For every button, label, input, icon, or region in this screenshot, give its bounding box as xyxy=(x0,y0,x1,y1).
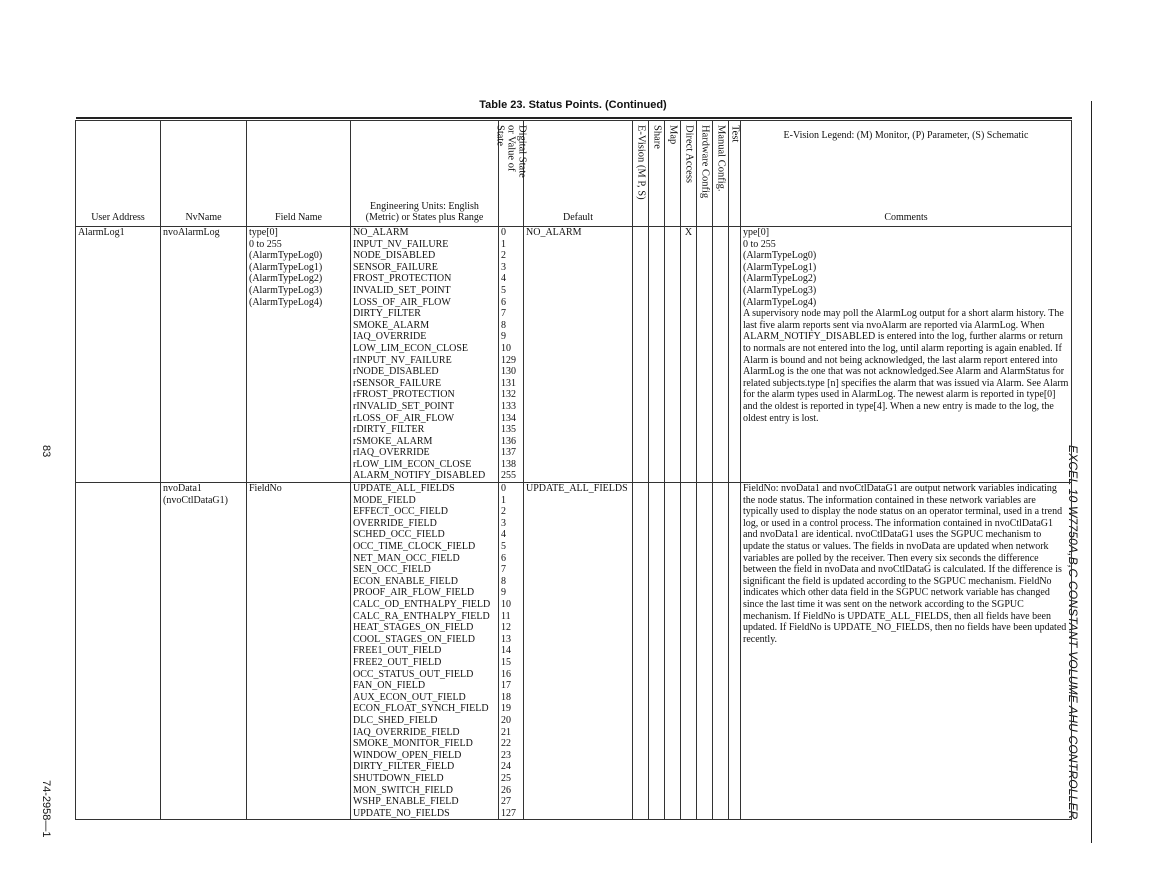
cell-values-line: 13 xyxy=(501,633,511,645)
table-row xyxy=(76,227,1072,483)
cell-values-line: 9 xyxy=(501,331,506,343)
header-manual-config-label: Manual Config. xyxy=(715,125,726,192)
cell-values-line: 133 xyxy=(501,400,516,412)
cell-states-line: COOL_STAGES_ON_FIELD xyxy=(353,633,475,645)
cell-states-line: AUX_ECON_OUT_FIELD xyxy=(353,691,466,703)
cell-comments xyxy=(741,227,1072,483)
cell-states-line: FREE1_OUT_FIELD xyxy=(353,645,442,657)
header-hardware-config xyxy=(697,121,713,227)
cell-hardware-config xyxy=(697,483,713,820)
cell-values-line: 4 xyxy=(501,529,506,541)
cell-nvname-line: (nvoCtlDataG1) xyxy=(163,494,228,506)
cell-states-line: SCHED_OCC_FIELD xyxy=(353,529,445,541)
header-nvname: NvName xyxy=(161,121,247,227)
document-number: 74-2958—1 xyxy=(40,780,52,838)
status-points-table xyxy=(75,117,1072,820)
cell-values-line: 138 xyxy=(501,458,516,470)
cell-states-line: rSMOKE_ALARM xyxy=(353,435,433,447)
cell-states-line: DIRTY_FILTER xyxy=(353,308,421,320)
header-digital-state-label: Digital State or Value of State xyxy=(494,125,528,178)
cell-states-line: FREE2_OUT_FIELD xyxy=(353,656,442,668)
cell-comments-line: (AlarmTypeLog3) xyxy=(743,284,817,296)
cell-states-line: OVERRIDE_FIELD xyxy=(353,517,437,529)
cell-field-name-line: (AlarmTypeLog2) xyxy=(249,273,323,285)
cell-states-line: OCC_TIME_CLOCK_FIELD xyxy=(353,541,476,553)
cell-direct-access: X xyxy=(681,227,697,483)
cell-values xyxy=(499,227,524,483)
cell-comments-line: (AlarmTypeLog0) xyxy=(743,250,817,262)
cell-values-line: 5 xyxy=(501,541,506,553)
cell-hardware-config xyxy=(697,227,713,483)
cell-values-line: 0 xyxy=(501,483,506,495)
cell-values-line: 2 xyxy=(501,506,506,518)
cell-values-line: 136 xyxy=(501,435,516,447)
cell-manual-config xyxy=(713,227,729,483)
cell-user-address xyxy=(76,483,161,820)
cell-field-name-line: type[0] xyxy=(249,227,278,238)
cell-evision xyxy=(633,483,649,820)
cell-states-line: SMOKE_MONITOR_FIELD xyxy=(353,738,473,750)
cell-comments-line: 0 to 255 xyxy=(743,238,776,250)
cell-values-line: 15 xyxy=(501,656,511,668)
cell-states-line: CALC_RA_ENTHALPY_FIELD xyxy=(353,610,490,622)
cell-manual-config xyxy=(713,483,729,820)
cell-values-line: 10 xyxy=(501,342,511,354)
cell-field-name-line: (AlarmTypeLog3) xyxy=(249,284,323,296)
header-digital-state xyxy=(494,121,528,227)
cell-states-line: OCC_STATUS_OUT_FIELD xyxy=(353,668,474,680)
cell-states-line: DIRTY_FILTER_FIELD xyxy=(353,761,455,773)
cell-states-line: NODE_DISABLED xyxy=(353,250,436,262)
cell-comments-line: A supervisory node may poll the AlarmLog output for a short alarm history. The last five alarm reports sent via nvoAlarm are reported via AlarmLog. When ALARM_NOTIFY_DISABLED is entered into the log, further alarms or return to normals are not entered into the log, until alarm reporting is again enabled. If Alarm is bound and not being acknowledged, the last alarm report entered into AlarmLog is the one that was not acknowledged.See Alarm and AlarmStatus for related subjects.type [n] specifies the alarm that was issued via Alarm. See Alarm for the alarm types used in AlarmLog. The newest alarm is reported in type[0] and the oldest is reported in type[4]. When a new entry is made to the log, the oldest entry is lost. xyxy=(743,308,1069,424)
cell-values-line: 22 xyxy=(501,738,511,750)
cell-states-line: MON_SWITCH_FIELD xyxy=(353,784,453,796)
cell-field-name-line: FieldNo xyxy=(249,483,282,495)
cell-states-line: IAQ_OVERRIDE_FIELD xyxy=(353,726,460,738)
cell-states-line: rFROST_PROTECTION xyxy=(353,389,455,401)
header-evision-label: E-Vision (M P, S) xyxy=(635,125,646,200)
cell-states-line: ECON_FLOAT_SYNCH_FIELD xyxy=(353,703,489,715)
cell-values-line: 16 xyxy=(501,668,511,680)
cell-states-line: FAN_ON_FIELD xyxy=(353,680,426,692)
cell-states-line: UPDATE_ALL_FIELDS xyxy=(353,483,455,495)
cell-values-line: 3 xyxy=(501,261,506,273)
cell-values-line: 129 xyxy=(501,354,516,366)
header-user-address: User Address xyxy=(76,121,161,227)
cell-values-line: 132 xyxy=(501,389,516,401)
header-engineering-units: Engineering Units: English (Metric) or States plus Range xyxy=(351,121,499,227)
cell-comments xyxy=(741,483,1072,820)
cell-states-line: DLC_SHED_FIELD xyxy=(353,714,438,726)
header-test xyxy=(729,121,741,227)
cell-values-line: 12 xyxy=(501,622,511,634)
cell-states-line: ALARM_NOTIFY_DISABLED xyxy=(353,470,486,482)
cell-values-line: 23 xyxy=(501,749,511,761)
cell-values-line: 10 xyxy=(501,599,511,610)
header-share xyxy=(649,121,665,227)
cell-values-line: 135 xyxy=(501,424,516,436)
cell-default: UPDATE_ALL_FIELDS xyxy=(524,483,633,820)
cell-states-line: MODE_FIELD xyxy=(353,494,416,506)
cell-comments-line: (AlarmTypeLog1) xyxy=(743,261,817,273)
cell-states-line: rSENSOR_FAILURE xyxy=(353,377,442,389)
cell-values-line: 134 xyxy=(501,412,516,424)
cell-values-line: 8 xyxy=(501,319,506,331)
cell-comments-line: FieldNo: nvoData1 and nvoCtlDataG1 are output network variables indicating the node status. The information contained in these network variables are typically used to display the node status on an operator terminal, used in a trend log, or used in a control process. The information contained in nvoCtlDataG1 and nvoData1 are identical. nvoCtlDataG1 uses the SGPUC mechanism to update the status or values. The fields in nvoData are updated when network variables are polled by the receiver. Then every six seconds the difference between the field in nvoData and nvoCtlDataG is calculated. If the difference is significant the field is updated according to the SGPUC mechanism. FieldNo indicates which other data field in the SGPUC network variable has changed since the last time it was sent on the network according to the SGPUC mechanism. If FieldNo is UPDATE_ALL_FIELDS, then all fields have been updated. If FieldNo is UPDATE_NO_FIELDS, then no fields have been updated recently. xyxy=(743,483,1067,645)
header-map xyxy=(665,121,681,227)
cell-test xyxy=(729,483,741,820)
header-map-label: Map xyxy=(667,125,678,145)
header-default: Default xyxy=(524,121,633,227)
cell-comments-line: (AlarmTypeLog4) xyxy=(743,296,817,308)
cell-values-line: 19 xyxy=(501,703,511,715)
cell-field-name xyxy=(247,483,351,820)
header-comments-label: Comments xyxy=(884,212,928,224)
cell-nvname-line: nvoAlarmLog xyxy=(163,227,220,238)
cell-values-line: 18 xyxy=(501,691,511,703)
cell-values-line: 6 xyxy=(501,552,506,564)
header-test-label: Test xyxy=(729,125,740,143)
cell-values xyxy=(499,483,524,820)
page-number: 83 xyxy=(40,445,52,458)
cell-values-line: 9 xyxy=(501,587,506,599)
header-manual-config xyxy=(713,121,729,227)
cell-values-line: 1 xyxy=(501,494,506,506)
cell-states-line: SEN_OCC_FIELD xyxy=(353,564,431,576)
cell-values-line: 6 xyxy=(501,296,506,308)
cell-states-line: rDIRTY_FILTER xyxy=(353,424,425,436)
cell-states-line: rIAQ_OVERRIDE xyxy=(353,447,430,459)
cell-values-line: 17 xyxy=(501,680,511,692)
cell-direct-access xyxy=(681,483,697,820)
cell-values-line: 25 xyxy=(501,772,511,784)
cell-field-name xyxy=(247,227,351,483)
cell-values-line: 137 xyxy=(501,447,516,459)
cell-states-line: rLOSS_OF_AIR_FLOW xyxy=(353,412,455,424)
cell-share xyxy=(649,227,665,483)
cell-states-line: UPDATE_NO_FIELDS xyxy=(353,807,450,819)
cell-states-line: SENSOR_FAILURE xyxy=(353,261,438,273)
cell-states-line: ECON_ENABLE_FIELD xyxy=(353,575,458,587)
cell-states-line: NO_ALARM xyxy=(353,227,409,238)
cell-states xyxy=(351,227,499,483)
cell-states-line: INVALID_SET_POINT xyxy=(353,284,451,296)
cell-values-line: 5 xyxy=(501,284,506,296)
cell-field-name-line: 0 to 255 xyxy=(249,238,282,250)
cell-states-line: FROST_PROTECTION xyxy=(353,273,452,285)
header-evision xyxy=(633,121,649,227)
cell-states-line: SMOKE_ALARM xyxy=(353,319,430,331)
cell-values-line: 2 xyxy=(501,250,506,262)
header-direct-access xyxy=(681,121,697,227)
header-row xyxy=(76,121,1072,227)
cell-values-line: 24 xyxy=(501,761,511,773)
cell-states-line: WSHP_ENABLE_FIELD xyxy=(353,796,459,808)
cell-values-line: 255 xyxy=(501,470,516,482)
header-comments xyxy=(741,121,1072,227)
cell-values-line: 14 xyxy=(501,645,511,657)
cell-values-line: 127 xyxy=(501,807,516,819)
cell-test xyxy=(729,227,741,483)
cell-states-line: rNODE_DISABLED xyxy=(353,366,439,378)
cell-values-line: 0 xyxy=(501,227,506,238)
cell-values-line: 20 xyxy=(501,714,511,726)
cell-states-line: LOW_LIM_ECON_CLOSE xyxy=(353,342,468,354)
header-direct-access-label: Direct Access xyxy=(683,125,694,184)
cell-values-line: 4 xyxy=(501,273,506,285)
cell-values-line: 130 xyxy=(501,366,516,378)
cell-values-line: 1 xyxy=(501,238,506,250)
cell-user-address: AlarmLog1 xyxy=(76,227,161,483)
header-share-label: Share xyxy=(651,125,662,149)
cell-states-line: rINVALID_SET_POINT xyxy=(353,400,454,412)
cell-states-line: WINDOW_OPEN_FIELD xyxy=(353,749,462,761)
cell-evision xyxy=(633,227,649,483)
cell-default: NO_ALARM xyxy=(524,227,633,483)
side-rule xyxy=(1091,101,1092,843)
cell-states-line: INPUT_NV_FAILURE xyxy=(353,238,449,250)
cell-field-name-line: (AlarmTypeLog4) xyxy=(249,296,323,308)
cell-values-line: 21 xyxy=(501,726,511,738)
cell-values-line: 8 xyxy=(501,575,506,587)
cell-values-line: 7 xyxy=(501,308,506,320)
cell-states-line: PROOF_AIR_FLOW_FIELD xyxy=(353,587,475,599)
cell-states-line: IAQ_OVERRIDE xyxy=(353,331,427,343)
document-title: EXCEL 10 W7750A,B,C CONSTANT VOLUME AHU CONTROLLER xyxy=(1066,445,1080,820)
cell-states-line: HEAT_STAGES_ON_FIELD xyxy=(353,622,474,634)
cell-comments-line: ype[0] xyxy=(743,227,770,238)
cell-map xyxy=(665,483,681,820)
cell-values-line: 27 xyxy=(501,796,511,808)
cell-states-line: NET_MAN_OCC_FIELD xyxy=(353,552,460,564)
cell-values-line: 11 xyxy=(501,610,511,622)
table-row xyxy=(76,483,1072,820)
table-caption: Table 23. Status Points. (Continued) xyxy=(479,99,667,111)
cell-states-line: rINPUT_NV_FAILURE xyxy=(353,354,452,366)
cell-map xyxy=(665,227,681,483)
cell-states-line: SHUTDOWN_FIELD xyxy=(353,772,444,784)
evision-legend: E-Vision Legend: (M) Monitor, (P) Parameter, (S) Schematic xyxy=(783,130,1029,141)
cell-values-line: 3 xyxy=(501,517,506,529)
cell-values-line: 7 xyxy=(501,564,506,576)
cell-values-line: 131 xyxy=(501,377,516,389)
header-field-name: Field Name xyxy=(247,121,351,227)
cell-nvname xyxy=(161,483,247,820)
cell-share xyxy=(649,483,665,820)
cell-states-line: EFFECT_OCC_FIELD xyxy=(353,506,449,518)
header-hardware-config-label: Hardware Config xyxy=(699,125,710,199)
cell-field-name-line: (AlarmTypeLog0) xyxy=(249,250,323,262)
cell-states-line: CALC_OD_ENTHALPY_FIELD xyxy=(353,599,491,610)
cell-nvname xyxy=(161,227,247,483)
cell-states-line: rLOW_LIM_ECON_CLOSE xyxy=(353,458,472,470)
cell-comments-line: (AlarmTypeLog2) xyxy=(743,273,817,285)
cell-values-line: 26 xyxy=(501,784,511,796)
cell-states-line: LOSS_OF_AIR_FLOW xyxy=(353,296,451,308)
cell-states xyxy=(351,483,499,820)
cell-nvname-line: nvoData1 xyxy=(163,483,202,495)
cell-field-name-line: (AlarmTypeLog1) xyxy=(249,261,323,273)
